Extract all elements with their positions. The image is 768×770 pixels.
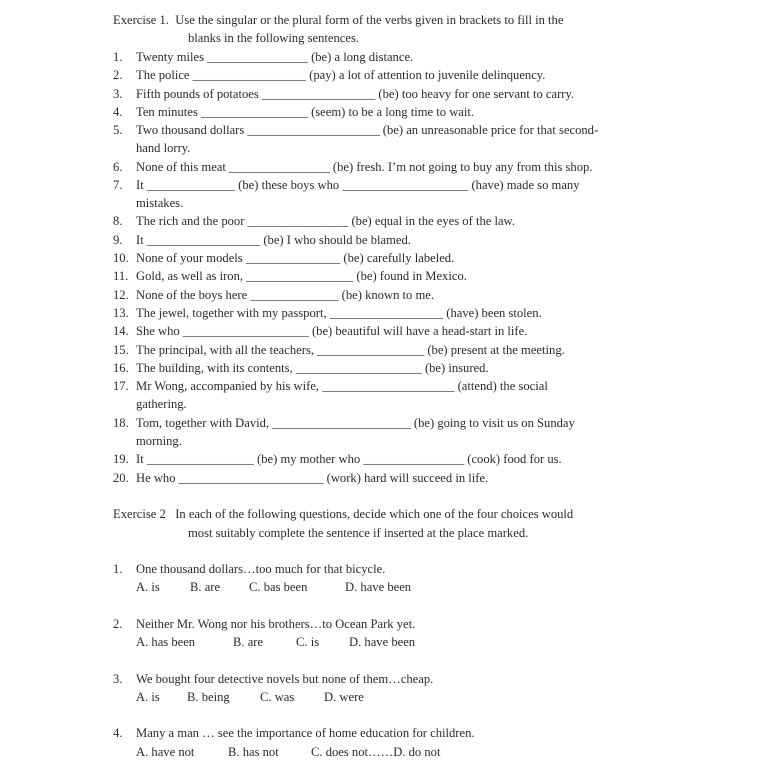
item-text: The building, with its contents, ____________________ (be) insured. <box>136 361 489 375</box>
exercise2-title: Exercise 2 In each of the following questions, decide which one of the four choices would <box>113 507 574 521</box>
choice-b: B. being <box>187 690 230 704</box>
choice-b: B. has not <box>228 745 279 759</box>
item-number: 6. <box>113 160 123 174</box>
choice-a: A. have not <box>136 745 195 759</box>
choice-a: A. is <box>136 690 160 704</box>
question-text: Neither Mr. Wong nor his brothers…to Ocean Park yet. <box>136 617 416 631</box>
item-number: 14. <box>113 324 129 338</box>
item-number: 9. <box>113 233 123 247</box>
item-number: 13. <box>113 306 129 320</box>
item-text: The rich and the poor ________________ (be) equal in the eyes of the law. <box>136 214 515 228</box>
item-number: 17. <box>113 379 129 393</box>
exercise1-title-cont: blanks in the following sentences. <box>188 31 360 45</box>
exercise2-title-cont: most suitably complete the sentence if inserted at the place marked. <box>188 526 529 540</box>
choice-d: D. have been <box>345 580 412 594</box>
item-text-cont: gathering. <box>136 397 187 411</box>
choice-c: C. bas been <box>249 580 308 594</box>
exercise1-title: Exercise 1. Use the singular or the plural form of the verbs given in brackets to fill in the <box>113 13 564 27</box>
item-text: Gold, as well as iron, _________________ (be) found in Mexico. <box>136 269 467 283</box>
question-text: We bought four detective novels but none of them…cheap. <box>136 672 434 686</box>
choice-c: C. does not……D. do not <box>311 745 441 759</box>
question-text: One thousand dollars…too much for that bicycle. <box>136 562 386 576</box>
question-number: 1. <box>113 562 123 576</box>
choice-d: D. have been <box>349 635 416 649</box>
item-text: The principal, with all the teachers, _________________ (be) present at the meeting. <box>136 343 565 357</box>
item-number: 19. <box>113 452 129 466</box>
item-number: 4. <box>113 105 123 119</box>
item-text: It __________________ (be) I who should be blamed. <box>136 233 411 247</box>
item-text: He who _______________________ (work) hard will succeed in life. <box>136 471 489 485</box>
item-text: Mr Wong, accompanied by his wife, _____________________ (attend) the social <box>136 379 548 393</box>
item-text: It ______________ (be) these boys who ____________________ (have) made so many <box>136 178 580 192</box>
item-text-cont: morning. <box>136 434 182 448</box>
item-text: None of your models _______________ (be) carefully labeled. <box>136 251 455 265</box>
choice-a: A. is <box>136 580 160 594</box>
item-text: The police __________________ (pay) a lot of attention to juvenile delinquency. <box>136 68 546 82</box>
item-number: 11. <box>113 269 129 283</box>
question-text: Many a man … see the importance of home education for children. <box>136 726 475 740</box>
item-text: Tom, together with David, ______________________ (be) going to visit us on Sunday <box>136 416 575 430</box>
item-text: None of the boys here ______________ (be) known to me. <box>136 288 434 302</box>
choice-c: C. was <box>260 690 295 704</box>
item-number: 2. <box>113 68 123 82</box>
item-number: 18. <box>113 416 129 430</box>
choice-a: A. has been <box>136 635 196 649</box>
item-number: 16. <box>113 361 129 375</box>
item-text: It _________________ (be) my mother who ________________ (cook) food for us. <box>136 452 562 466</box>
choice-d: D. were <box>324 690 364 704</box>
item-text: The jewel, together with my passport, __________________ (have) been stolen. <box>136 306 542 320</box>
item-number: 12. <box>113 288 129 302</box>
question-number: 4. <box>113 726 123 740</box>
item-number: 10. <box>113 251 129 265</box>
item-number: 8. <box>113 214 123 228</box>
item-number: 15. <box>113 343 129 357</box>
item-text-cont: mistakes. <box>136 196 184 210</box>
item-number: 20. <box>113 471 129 485</box>
item-number: 5. <box>113 123 123 137</box>
item-text: She who ____________________ (be) beautiful will have a head-start in life. <box>136 324 528 338</box>
item-text: None of this meat ________________ (be) fresh. I’m not going to buy any from this shop. <box>136 160 593 174</box>
item-text-cont: hand lorry. <box>136 141 191 155</box>
choice-b: B. are <box>190 580 221 594</box>
choice-b: B. are <box>233 635 264 649</box>
item-number: 1. <box>113 50 123 64</box>
item-text: Fifth pounds of potatoes __________________ (be) too heavy for one servant to carry. <box>136 87 575 101</box>
item-number: 7. <box>113 178 123 192</box>
choice-c: C. is <box>296 635 320 649</box>
item-number: 3. <box>113 87 123 101</box>
item-text: Twenty miles ________________ (be) a long distance. <box>136 50 414 64</box>
question-number: 3. <box>113 672 123 686</box>
question-number: 2. <box>113 617 123 631</box>
item-text: Two thousand dollars _____________________ (be) an unreasonable price for that second- <box>136 123 599 137</box>
item-text: Ten minutes _________________ (seem) to be a long time to wait. <box>136 105 475 119</box>
